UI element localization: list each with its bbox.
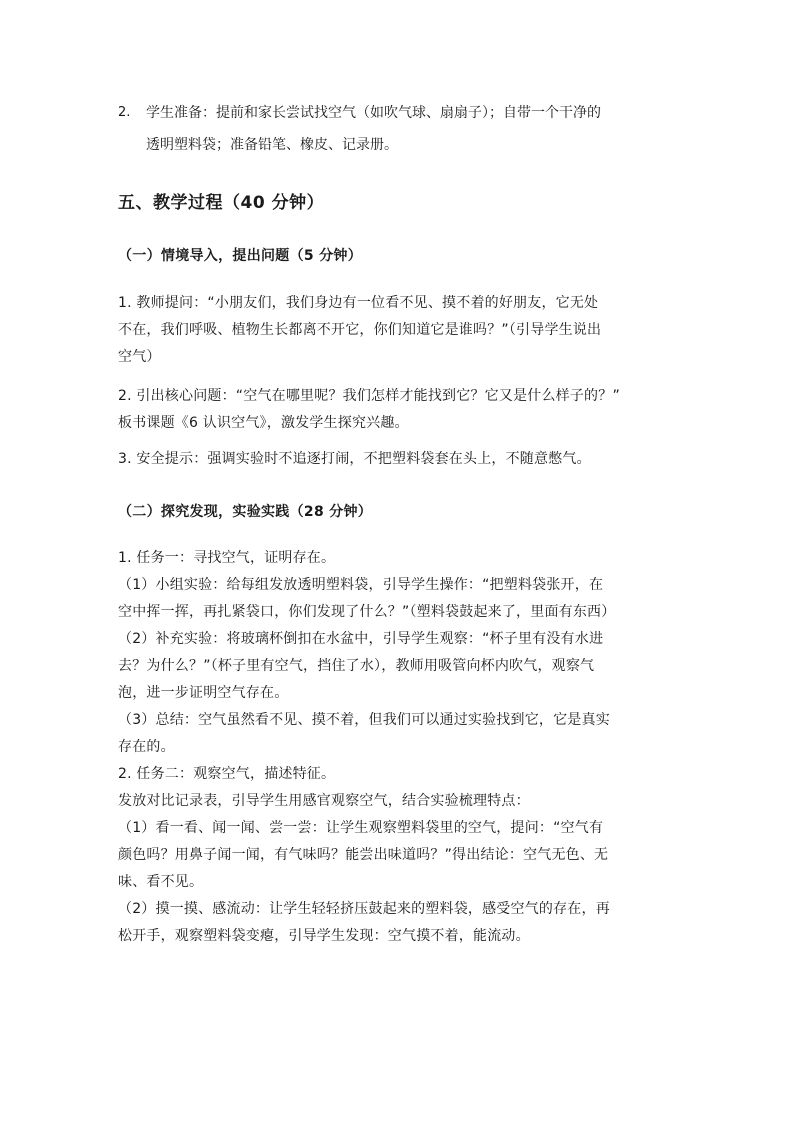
- text-line: （1）看一看、闻一闻、尝一尝：让学生观察塑料袋里的空气，提问：“空气有: [118, 820, 604, 836]
- text-line: 板书课题《6 认识空气》，激发学生探究兴趣。: [118, 415, 409, 431]
- text-line: （3）总结：空气虽然看不见、摸不着，但我们可以通过实验找到它，它是真实: [118, 712, 610, 728]
- text-line: 2. 引出核心问题：“空气在哪里呢？我们怎样才能找到它？它又是什么样子的？”: [118, 388, 620, 404]
- text-line: （1）小组实验：给每组发放透明塑料袋，引导学生操作：“把塑料袋张开，在: [118, 577, 604, 593]
- text-line: 颜色吗？用鼻子闻一闻，有气味吗？能尝出味道吗？”得出结论：空气无色、无: [118, 847, 609, 863]
- prep-line-1: 学生准备：提前和家长尝试找空气（如吹气球、扇扇子）；自带一个干净的: [146, 105, 601, 121]
- prep-number: 2.: [118, 105, 131, 120]
- part1-paragraph-3: [118, 446, 698, 473]
- part1-paragraph-1: [118, 290, 698, 371]
- section-heading: 五、教学过程（40 分钟）: [118, 193, 325, 213]
- text-line: 空中挥一挥，再扎紧袋口，你们发现了什么？”（塑料袋鼓起来了，里面有东西）: [118, 604, 616, 620]
- text-line: （2）补充实验：将玻璃杯倒扣在水盆中，引导学生观察：“杯子里有没有水进: [118, 631, 604, 647]
- text-line: 不在，我们呼吸、植物生长都离不开它，你们知道它是谁吗？”（引导学生说出: [118, 322, 602, 338]
- text-line: 去？为什么？”（杯子里有空气，挡住了水），教师用吸管向杯内吹气，观察气: [118, 658, 595, 674]
- text-line: 泡，进一步证明空气存在。: [118, 685, 289, 701]
- prep-item: [118, 97, 698, 161]
- prep-line-2: 透明塑料袋；准备铅笔、橡皮、记录册。: [146, 137, 398, 153]
- part1-heading: （一）情境导入，提出问题（5 分钟）: [118, 248, 363, 264]
- text-line: 松开手，观察塑料袋变瘪，引导学生发现：空气摸不着，能流动。: [118, 928, 530, 944]
- text-line: 空气）: [118, 349, 161, 365]
- text-line: 发放对比记录表，引导学生用感官观察空气，结合实验梳理特点：: [118, 793, 530, 809]
- text-line: （2）摸一摸、感流动：让学生轻轻挤压鼓起来的塑料袋，感受空气的存在，再: [118, 901, 610, 917]
- part2-body: [118, 545, 698, 950]
- text-line: 1. 教师提问：“小朋友们，我们身边有一位看不见、摸不着的好朋友，它无处: [118, 295, 599, 311]
- text-line: 3. 安全提示：强调实验时不追逐打闹，不把塑料袋套在头上，不随意憋气。: [118, 451, 591, 467]
- part2-heading: （二）探究发现，实验实践（28 分钟）: [118, 504, 373, 520]
- text-line: 味、看不见。: [118, 874, 204, 890]
- text-line: 存在的。: [118, 739, 175, 755]
- text-line: 1. 任务一：寻找空气，证明存在。: [118, 550, 336, 566]
- part1-paragraph-2: [118, 383, 698, 437]
- text-line: 2. 任务二：观察空气，描述特征。: [118, 766, 336, 782]
